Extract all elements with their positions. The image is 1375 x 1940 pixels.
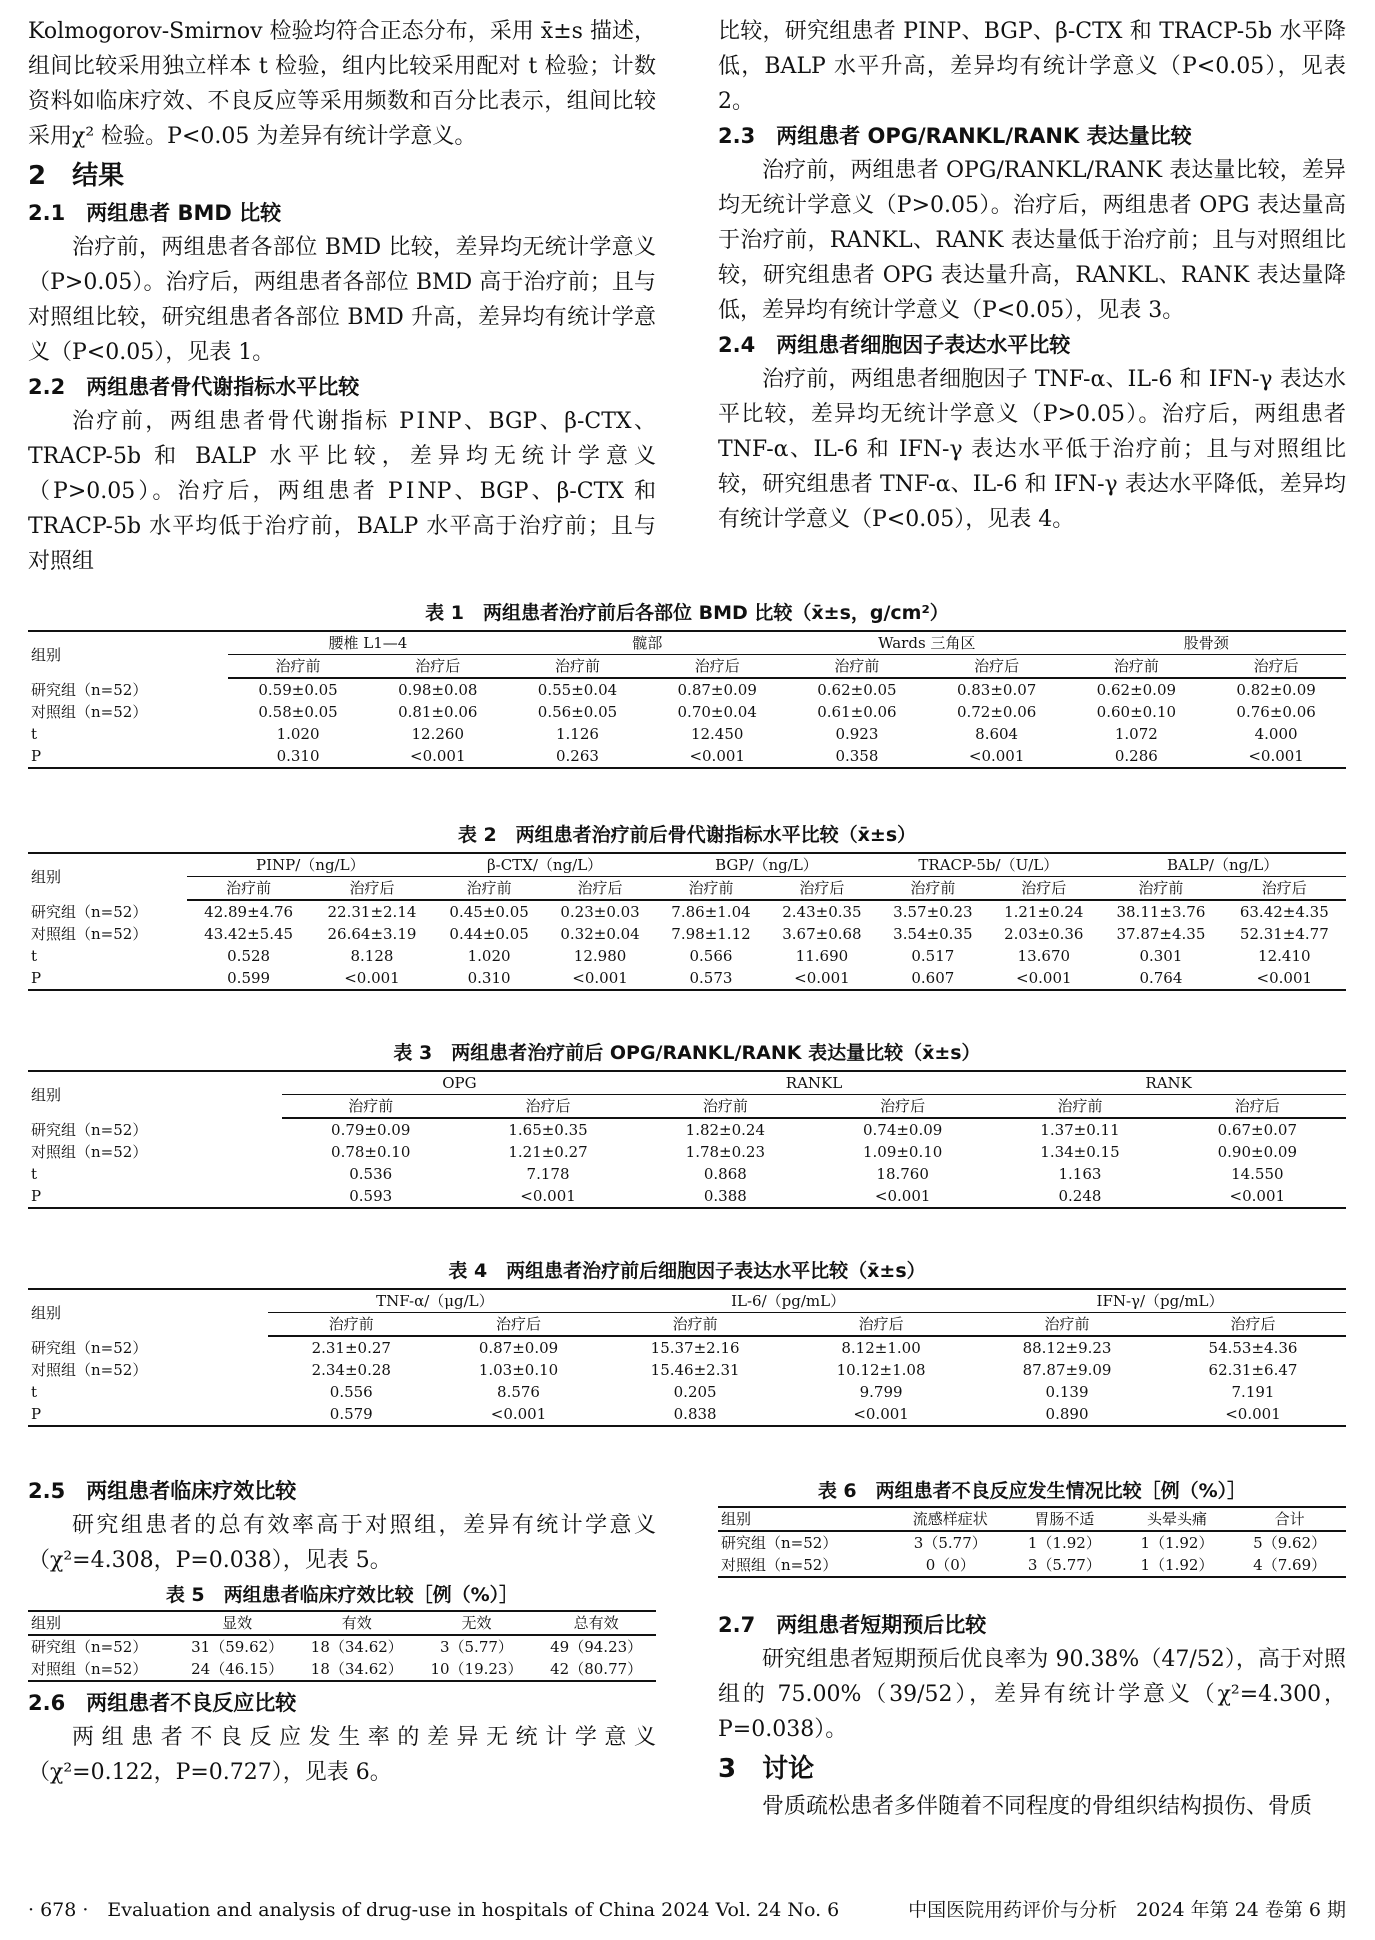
table-cell: <0.001	[814, 1185, 991, 1208]
table-6-body	[718, 1531, 1346, 1577]
table-cell: 10（19.23）	[417, 1658, 537, 1681]
table-cell: 0.358	[787, 745, 927, 768]
table-cell: 7.191	[1231, 1383, 1275, 1401]
table-cell: 0.98±0.08	[398, 681, 478, 699]
table-cell: 1.072	[1114, 725, 1158, 743]
table-header-item: OPG	[282, 1071, 637, 1095]
table-cell: 14.550	[1231, 1165, 1284, 1183]
table-cell: 42.89±4.76	[204, 903, 294, 921]
table-cell: 0.81±0.06	[398, 703, 478, 721]
table-row	[718, 1531, 1346, 1554]
row-label: 研究组（n=52）	[31, 902, 148, 921]
table-cell: 0.74±0.09	[862, 1121, 943, 1139]
table-header-item: TRACP-5b/（U/L）	[877, 853, 1099, 877]
table-cell: 0.62±0.09	[1096, 681, 1177, 699]
table-cell: 0.599	[187, 967, 310, 990]
table-cell: 54.53±4.36	[1208, 1339, 1298, 1357]
table-cell: <0.001	[766, 967, 877, 990]
table-subheader: 治疗后	[459, 1095, 636, 1119]
table-cell: 8.12±1.00	[841, 1339, 921, 1357]
table-cell: 0.579	[268, 1403, 435, 1426]
table-3-body	[28, 1118, 1346, 1208]
table-cell: 0.517	[911, 947, 955, 965]
table-header-site: 髋部	[508, 631, 787, 655]
table-subheader: 治疗后	[310, 877, 433, 901]
table-row	[28, 1359, 1346, 1381]
table-cell: 52.31±4.77	[1239, 925, 1329, 943]
table-cell: 2.34±0.28	[311, 1361, 391, 1379]
table-row	[28, 1658, 656, 1681]
table-cell: 18.760	[876, 1165, 929, 1183]
table-subheader: 治疗前	[282, 1095, 459, 1119]
table-header-site: 腰椎 L1—4	[228, 631, 507, 655]
table-row	[718, 1554, 1346, 1577]
table-cell: 0.536	[349, 1165, 393, 1183]
table-header: 组别	[718, 1507, 893, 1531]
left-column-upper	[28, 14, 656, 579]
table-cell: 3（5.77）	[913, 1534, 987, 1552]
table-cell: <0.001	[1160, 1403, 1346, 1426]
row-label: t	[31, 947, 38, 965]
table-cell: 0.67±0.07	[1217, 1121, 1297, 1139]
table-cell: 1.21±0.24	[1004, 903, 1084, 921]
table-cell: 0.263	[508, 745, 648, 768]
table-cell: 1.163	[1058, 1165, 1102, 1183]
table-5	[28, 1610, 656, 1682]
table-subheader: 治疗后	[1223, 877, 1346, 901]
table-cell: 0.78±0.10	[331, 1143, 411, 1161]
table-cell: 1.78±0.23	[685, 1143, 766, 1161]
table-1	[28, 630, 1346, 769]
table-cell: <0.001	[1206, 745, 1346, 768]
table-cell: 12.260	[411, 725, 465, 743]
table-cell: 0.139	[1045, 1383, 1089, 1401]
table-header-group: 组别	[28, 631, 228, 678]
table-cell: 11.690	[795, 947, 849, 965]
table-cell: 1.020	[276, 725, 320, 743]
left-column-bottom	[28, 1686, 656, 1790]
table-cell: 7.178	[526, 1165, 570, 1183]
table-cell: 0.82±0.09	[1236, 681, 1316, 699]
table-cell: <0.001	[788, 1403, 974, 1426]
table-header: 胃肠不适	[1008, 1507, 1121, 1531]
table-cell: 0.593	[282, 1185, 459, 1208]
paragraph-2-7: 研究组患者短期预后优良率为 90.38%（47/52），高于对照组的 75.00%（39/52），差异有统计学意义（χ²=4.300，P=0.038）。	[718, 1647, 1346, 1742]
table-header: 有效	[297, 1611, 417, 1635]
table-header-item: RANK	[991, 1071, 1346, 1095]
table-header-item: IL-6/（pg/mL）	[602, 1289, 974, 1313]
table-row	[28, 1336, 1346, 1359]
table-cell: 0.607	[877, 967, 988, 990]
paragraph-2-3: 治疗前，两组患者 OPG/RANKL/RANK 表达量比较，差异均无统计学意义（P>0.05）。治疗后，两组患者 OPG 表达量高于治疗前，RANKL、RANK 表达量低于治疗前；且与对照组比较，研究组患者 OPG 表达量升高，RANKL、RANK 表达量降低，差异均有统计学意义（P<0.05），见表 3。	[718, 158, 1346, 323]
footer-right: 中国医院用药评价与分析 2024 年第 24 卷第 6 期	[908, 1899, 1346, 1921]
row-label: 对照组（n=52）	[31, 1143, 148, 1161]
table-1-body	[28, 678, 1346, 768]
table-cell: 0.62±0.05	[817, 681, 897, 699]
table-cell: <0.001	[927, 745, 1067, 768]
table-cell: 1（1.92）	[1140, 1534, 1214, 1552]
table-cell: 63.42±4.35	[1239, 903, 1329, 921]
table-subheader: 治疗前	[1067, 655, 1207, 679]
subheading-2-5: 2.5 两组患者临床疗效比较	[28, 1479, 297, 1503]
table-cell: 1.21±0.27	[508, 1143, 588, 1161]
table-cell: 0.87±0.09	[478, 1339, 559, 1357]
table-cell: 0.838	[602, 1403, 788, 1426]
table-cell: 62.31±6.47	[1208, 1361, 1298, 1379]
table-5-body	[28, 1635, 656, 1681]
table-cell: 8.604	[975, 725, 1019, 743]
table-header-item: TNF-α/（μg/L）	[268, 1289, 603, 1313]
table-row	[28, 1381, 1346, 1403]
paragraph-2-4: 治疗前，两组患者细胞因子 TNF-α、IL-6 和 IFN-γ 表达水平比较，差异均无统计学意义（P>0.05）。治疗后，两组患者 TNF-α、IL-6 和 IFN-γ 表达水平低于治疗前；且与对照组比较，研究组患者 TNF-α、IL-6 和 IFN-γ 表达水平降低，差异均有统计学意义（P<0.05），见表 4。	[718, 367, 1346, 532]
row-label: 研究组（n=52）	[31, 680, 148, 699]
table-row	[28, 1163, 1346, 1185]
table-row	[28, 745, 1346, 768]
table-4-caption: 表 4 两组患者治疗前后细胞因子表达水平比较（x̄±s）	[448, 1260, 926, 1282]
table-subheader: 治疗前	[877, 877, 988, 901]
table-cell: 0.566	[689, 947, 733, 965]
row-label: P	[28, 1403, 268, 1426]
table-cell: 3（5.77）	[439, 1638, 513, 1656]
table-cell: 0.32±0.04	[560, 925, 640, 943]
table-cell: 0.76±0.06	[1236, 703, 1316, 721]
table-header-item: β-CTX/（ng/L）	[434, 853, 656, 877]
table-row	[28, 678, 1346, 701]
table-cell: 0.310	[228, 745, 368, 768]
table-cell: 0.58±0.05	[258, 703, 338, 721]
subheading-2-6: 2.6 两组患者不良反应比较	[28, 1691, 297, 1715]
table-cell: 0.87±0.09	[677, 681, 757, 699]
paragraph-2-6: 两组患者不良反应发生率的差异无统计学意义（χ²=0.122，P=0.727），见表 6。	[28, 1725, 656, 1785]
table-2-body	[28, 900, 1346, 990]
table-cell: 0.60±0.10	[1096, 703, 1177, 721]
table-cell: 15.37±2.16	[650, 1339, 740, 1357]
table-row	[28, 945, 1346, 967]
table-cell: <0.001	[368, 745, 508, 768]
table-cell: 0.556	[329, 1383, 373, 1401]
table-row	[28, 967, 1346, 990]
left-column-lower	[28, 1474, 656, 1578]
table-cell: 0.56±0.05	[537, 703, 618, 721]
table-subheader: 治疗后	[766, 877, 877, 901]
table-cell: 0.72±0.06	[956, 703, 1037, 721]
table-subheader: 治疗前	[974, 1313, 1160, 1337]
table-subheader: 治疗后	[368, 655, 508, 679]
row-label: 对照组（n=52）	[31, 1361, 148, 1379]
table-cell: 0.23±0.03	[560, 903, 640, 921]
table-cell: 0.286	[1067, 745, 1207, 768]
table-3	[28, 1070, 1346, 1209]
table-row	[28, 1141, 1346, 1163]
table-cell: 12.980	[573, 947, 627, 965]
table-1-caption: 表 1 两组患者治疗前后各部位 BMD 比较（x̄±s，g/cm²）	[425, 602, 949, 624]
table-cell: <0.001	[1223, 967, 1346, 990]
table-subheader: 治疗后	[647, 655, 787, 679]
table-subheader: 治疗前	[228, 655, 368, 679]
table-cell: 1.03±0.10	[478, 1361, 559, 1379]
table-cell: 3.67±0.68	[782, 925, 862, 943]
table-cell: <0.001	[310, 967, 433, 990]
table-cell: 15.46±2.31	[650, 1361, 740, 1379]
table-header: 流感样症状	[893, 1507, 1009, 1531]
table-subheader: 治疗前	[656, 877, 767, 901]
table-subheader: 治疗后	[1160, 1313, 1346, 1337]
table-2	[28, 852, 1346, 991]
table-cell: 26.64±3.19	[327, 925, 417, 943]
table-cell: 88.12±9.23	[1022, 1339, 1112, 1357]
table-4	[28, 1288, 1346, 1427]
table-subheader: 治疗前	[1099, 877, 1222, 901]
table-subheader: 治疗前	[268, 1313, 435, 1337]
row-label: 研究组（n=52）	[31, 1638, 148, 1656]
row-label: 研究组（n=52）	[721, 1534, 838, 1552]
table-cell: <0.001	[988, 967, 1099, 990]
table-cell: 42（80.77）	[536, 1658, 656, 1681]
table-cell: 7.86±1.04	[671, 903, 751, 921]
section-heading-discussion: 3 讨论	[718, 1754, 815, 1784]
table-subheader: 治疗前	[787, 655, 927, 679]
section-heading-results: 2 结果	[28, 161, 125, 191]
table-header-group: 组别	[28, 1289, 268, 1336]
table-2-caption: 表 2 两组患者治疗前后骨代谢指标水平比较（x̄±s）	[457, 824, 917, 846]
table-cell: 24（46.15）	[177, 1658, 297, 1681]
subheading-2-1: 2.1 两组患者 BMD 比较	[28, 201, 282, 225]
subheading-2-4: 2.4 两组患者细胞因子表达水平比较	[718, 333, 1071, 357]
table-cell: 0.890	[974, 1403, 1160, 1426]
table-row	[28, 900, 1346, 923]
table-cell: 1（1.92）	[1027, 1534, 1101, 1552]
table-cell: 3.57±0.23	[893, 903, 973, 921]
row-label: P	[28, 967, 187, 990]
table-row	[28, 1118, 1346, 1141]
table-cell: 1.09±0.10	[862, 1143, 943, 1161]
right-column-lower	[718, 1608, 1346, 1824]
row-label: t	[31, 725, 38, 743]
table-cell: 18（34.62）	[297, 1658, 417, 1681]
table-header: 无效	[417, 1611, 537, 1635]
row-label: 对照组（n=52）	[28, 1658, 177, 1681]
table-cell: 0.301	[1139, 947, 1183, 965]
table-cell: 0.79±0.09	[331, 1121, 411, 1139]
table-cell: 9.799	[859, 1383, 903, 1401]
table-cell: 0.248	[991, 1185, 1168, 1208]
table-subheader: 治疗后	[814, 1095, 991, 1119]
paragraph-2-2-continued: 比较，研究组患者 PⅠNP、BGP、β-CTX 和 TRACP-5b 水平降低，BALP 水平升高，差异均有统计学意义（P<0.05），见表 2。	[718, 19, 1346, 114]
table-subheader: 治疗前	[434, 877, 545, 901]
row-label: 研究组（n=52）	[31, 1120, 148, 1139]
table-cell: 0.310	[434, 967, 545, 990]
table-header: 组别	[28, 1611, 177, 1635]
paragraph-statistics: Kolmogorov-Smirnov 检验均符合正态分布，采用 x̄±s 描述，组间比较采用独立样本 t 检验，组内比较采用配对 t 检验；计数资料如临床疗效、不良反应等采用频数和百分比表示，组间比较采用χ² 检验。P<0.05 为差异有统计学意义。	[28, 19, 656, 149]
table-cell: 1.34±0.15	[1040, 1143, 1120, 1161]
table-subheader: 治疗前	[637, 1095, 814, 1119]
table-cell: 12.410	[1258, 947, 1311, 965]
paragraph-2-2: 治疗前，两组患者骨代谢指标 PⅠNP、BGP、β-CTX、TRACP-5b 和 BALP 水平比较，差异均无统计学意义（P>0.05）。治疗后，两组患者 PⅠNP、BGP、β-CTX 和 TRACP-5b 水平均低于治疗前，BALP 水平高于治疗前；且与对照组	[28, 409, 656, 574]
table-header-site: Wards 三角区	[787, 631, 1066, 655]
table-subheader: 治疗前	[508, 655, 648, 679]
table-cell: 1.020	[467, 947, 511, 965]
table-cell: 4（7.69）	[1233, 1554, 1346, 1577]
table-cell: 12.450	[690, 725, 744, 743]
table-subheader: 治疗后	[788, 1313, 974, 1337]
table-header-item: BALP/（ng/L）	[1099, 853, 1346, 877]
table-5-caption: 表 5 两组患者临床疗效比较［例（%）］	[165, 1584, 519, 1606]
table-subheader: 治疗后	[435, 1313, 602, 1337]
table-cell: 0（0）	[893, 1554, 1009, 1577]
table-cell: 37.87±4.35	[1116, 925, 1206, 943]
table-cell: 0.923	[835, 725, 879, 743]
table-header: 总有效	[536, 1611, 656, 1635]
table-cell: <0.001	[545, 967, 656, 990]
table-6	[718, 1506, 1346, 1578]
table-cell: 38.11±3.76	[1116, 903, 1206, 921]
table-cell: 0.205	[673, 1383, 717, 1401]
table-header: 合计	[1233, 1507, 1346, 1531]
table-cell: 1.65±0.35	[508, 1121, 588, 1139]
table-cell: 7.98±1.12	[671, 925, 751, 943]
table-row	[28, 923, 1346, 945]
subheading-2-7: 2.7 两组患者短期预后比较	[718, 1613, 987, 1637]
table-cell: 0.83±0.07	[956, 681, 1037, 699]
table-row	[28, 701, 1346, 723]
table-header: 显效	[177, 1611, 297, 1635]
paragraph-3: 骨质疏松患者多伴随着不同程度的骨组织结构损伤、骨质	[762, 1794, 1313, 1819]
table-cell: 0.868	[703, 1165, 747, 1183]
table-row	[28, 723, 1346, 745]
table-cell: 0.44±0.05	[449, 925, 529, 943]
table-6-caption: 表 6 两组患者不良反应发生情况比较［例（%）］	[817, 1480, 1247, 1502]
table-cell: 1.82±0.24	[685, 1121, 766, 1139]
table-cell: <0.001	[459, 1185, 636, 1208]
table-cell: 1.37±0.11	[1040, 1121, 1120, 1139]
table-3-caption: 表 3 两组患者治疗前后 OPG/RANKL/RANK 表达量比较（x̄±s）	[393, 1042, 981, 1064]
table-header-item: RANKL	[637, 1071, 992, 1095]
table-cell: 0.55±0.04	[537, 681, 618, 699]
table-subheader: 治疗前	[602, 1313, 788, 1337]
table-cell: 13.670	[1017, 947, 1071, 965]
table-subheader: 治疗后	[927, 655, 1067, 679]
table-cell: 3（5.77）	[1008, 1554, 1121, 1577]
table-cell: 22.31±2.14	[327, 903, 417, 921]
table-cell: 5（9.62）	[1253, 1534, 1327, 1552]
table-cell: 8.576	[497, 1383, 540, 1401]
table-cell: 10.12±1.08	[836, 1361, 926, 1379]
row-label: 对照组（n=52）	[718, 1554, 893, 1577]
row-label: P	[28, 1185, 282, 1208]
table-4-body	[28, 1336, 1346, 1426]
paragraph-2-5: 研究组患者的总有效率高于对照组，差异有统计学意义（χ²=4.308，P=0.038），见表 5。	[28, 1513, 656, 1573]
subheading-2-2: 2.2 两组患者骨代谢指标水平比较	[28, 375, 360, 399]
table-cell: <0.001	[647, 745, 787, 768]
table-subheader: 治疗后	[1169, 1095, 1346, 1119]
row-label: 对照组（n=52）	[31, 925, 148, 943]
table-row	[28, 1185, 1346, 1208]
table-cell: 87.87±9.09	[1022, 1361, 1112, 1379]
table-cell: 2.03±0.36	[1004, 925, 1084, 943]
table-cell: 49（94.23）	[550, 1638, 643, 1656]
table-header-item: PⅠNP/（ng/L）	[187, 853, 434, 877]
table-header-item: BGP/（ng/L）	[656, 853, 878, 877]
table-subheader: 治疗后	[545, 877, 656, 901]
table-cell: 0.45±0.05	[449, 903, 529, 921]
table-header-item: IFN-γ/（pg/mL）	[974, 1289, 1346, 1313]
table-cell: 1.126	[556, 725, 599, 743]
table-header-site: 股骨颈	[1067, 631, 1347, 655]
table-cell: 3.54±0.35	[893, 925, 973, 943]
row-label: 对照组（n=52）	[31, 703, 148, 721]
row-label: P	[28, 745, 228, 768]
table-cell: 0.528	[227, 947, 271, 965]
row-label: t	[31, 1165, 38, 1183]
table-cell: 1（1.92）	[1121, 1554, 1234, 1577]
table-cell: 0.70±0.04	[677, 703, 757, 721]
table-cell: 4.000	[1254, 725, 1298, 743]
table-cell: 18（34.62）	[310, 1638, 403, 1656]
table-header-group: 组别	[28, 1071, 282, 1118]
table-cell: 0.59±0.05	[258, 681, 338, 699]
row-label: 研究组（n=52）	[31, 1338, 148, 1357]
table-cell: <0.001	[1169, 1185, 1346, 1208]
table-cell: 2.43±0.35	[782, 903, 862, 921]
table-header-group: 组别	[28, 853, 187, 900]
table-cell: 0.764	[1099, 967, 1222, 990]
subheading-2-3: 2.3 两组患者 OPG/RANKL/RANK 表达量比较	[718, 124, 1192, 148]
table-subheader: 治疗前	[187, 877, 310, 901]
table-cell: 43.42±5.45	[204, 925, 294, 943]
table-cell: 0.573	[656, 967, 767, 990]
table-cell: 31（59.62）	[191, 1638, 284, 1656]
table-subheader: 治疗后	[988, 877, 1099, 901]
table-cell: 8.128	[350, 947, 394, 965]
table-cell: 0.61±0.06	[817, 703, 897, 721]
table-row	[28, 1635, 656, 1658]
row-label: t	[31, 1383, 38, 1401]
table-cell: 0.388	[637, 1185, 814, 1208]
footer-left: · 678 · Evaluation and analysis of drug-use in hospitals of China 2024 Vol. 24 No. 6	[28, 1899, 840, 1921]
table-subheader: 治疗后	[1206, 655, 1346, 679]
table-row	[28, 1403, 1346, 1426]
paragraph-2-1: 治疗前，两组患者各部位 BMD 比较，差异均无统计学意义（P>0.05）。治疗后，两组患者各部位 BMD 高于治疗前；且与对照组比较，研究组患者各部位 BMD 升高，差异均有统计学意义（P<0.05），见表 1。	[28, 235, 656, 365]
right-column-upper	[718, 14, 1346, 537]
table-header: 头晕头痛	[1121, 1507, 1234, 1531]
table-cell: 2.31±0.27	[311, 1339, 391, 1357]
table-subheader: 治疗前	[991, 1095, 1168, 1119]
table-cell: 0.90±0.09	[1217, 1143, 1297, 1161]
table-cell: <0.001	[435, 1403, 602, 1426]
